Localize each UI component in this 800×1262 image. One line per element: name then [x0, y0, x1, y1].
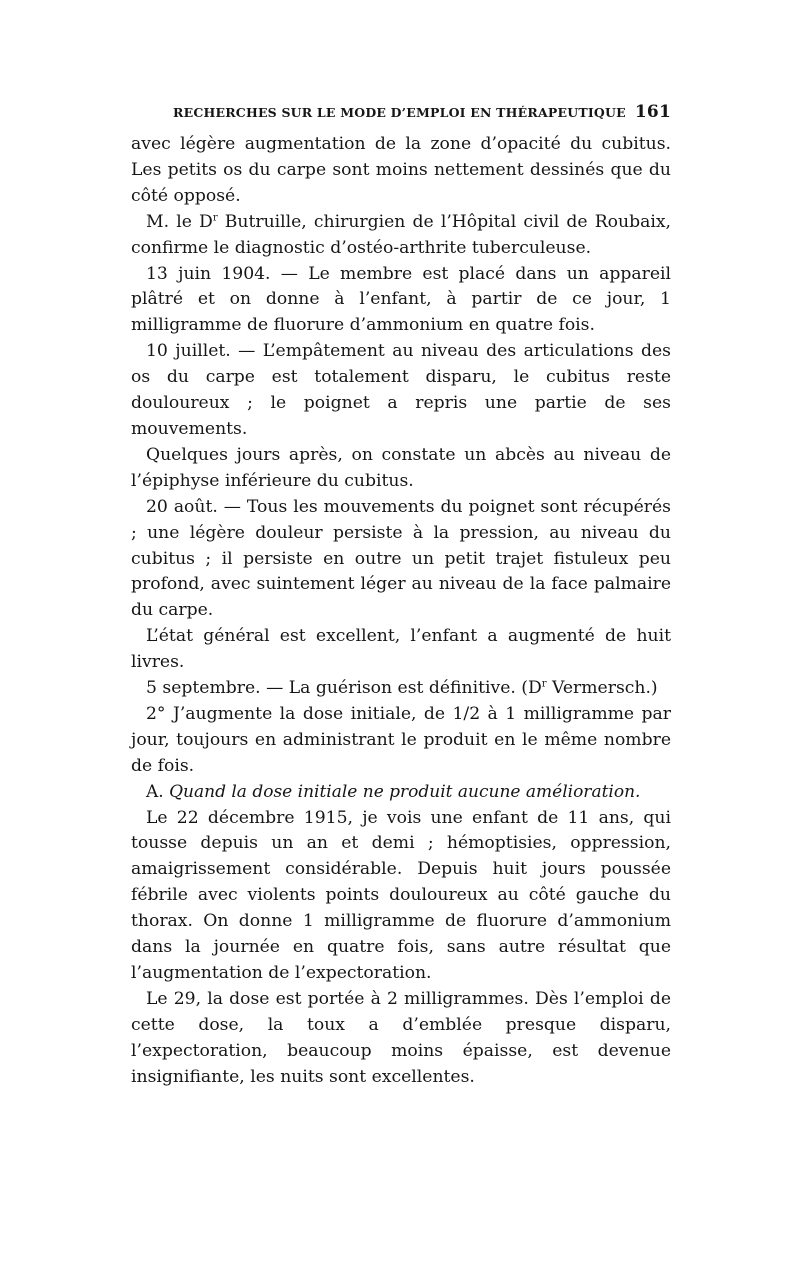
- running-title: RECHERCHES SUR LE MODE D’EMPLOI EN THÉRAPEUTIQUE: [173, 105, 626, 120]
- body-text: [131, 132, 671, 1091]
- paragraph-10: Le 22 décembre 1915, je vois une enfant de 11 ans, qui tousse depuis un an et demi ; hémoptisies, oppression, amaigrissement considérable. Depuis huit jours poussée fébrile avec violents points douloureux au côté gauche du thorax. On donne 1 milligramme de fluorure d’ammonium dans la journée en quatre fois, sans autre résultat que l’augmentation de l’expectoration.: [131, 807, 671, 983]
- doctor-superscript: r: [541, 678, 547, 690]
- paragraph-5: Quelques jours après, on constate un abcès au niveau de l’épiphyse inférieure du cubitus.: [131, 444, 671, 491]
- paragraph-3: 13 juin 1904. — Le membre est placé dans un appareil plâtré et on donne à l’enfant, à partir de ce jour, 1 milligramme de fluorure d’ammonium en quatre fois.: [131, 263, 671, 336]
- section-title: Quand la dose initiale ne produit aucune amélioration.: [169, 781, 641, 802]
- paragraph-7: L’état général est excellent, l’enfant a augmenté de huit livres.: [131, 626, 671, 673]
- paragraph-9: 2° J’augmente la dose initiale, de 1/2 à 1 milligramme par jour, toujours en administrant le produit en le même nombre de fois.: [131, 703, 671, 776]
- section-heading: [131, 780, 671, 806]
- paragraph-2-rest: Butruille, chirurgien de l’Hôpital civil de Roubaix, confirme le diagnostic d’ostéo-arthrite tuberculeuse.: [131, 211, 671, 258]
- paragraph-11: Le 29, la dose est portée à 2 milligrammes. Dès l’emploi de cette dose, la toux a d’emblée presque disparu, l’expectoration, beaucoup moins épaisse, est devenue insignifiante, les nuits sont excellentes.: [131, 988, 671, 1087]
- paragraph-2-start: M. le D: [146, 211, 213, 232]
- paragraph-8-start: 5 septembre. — La guérison est définitive. (D: [146, 678, 542, 699]
- section-letter: A.: [146, 781, 164, 802]
- paragraph-6: 20 août. — Tous les mouvements du poignet sont récupérés ; une légère douleur persiste à la pression, au niveau du cubitus ; il persiste en outre un petit trajet fistuleux peu profond, avec suintement léger au niveau de la face palmaire du carpe.: [131, 496, 671, 621]
- paragraph-2: [131, 210, 671, 262]
- paragraph-8: [131, 676, 671, 702]
- paragraph-4: 10 juillet. — L’empâtement au niveau des articulations des os du carpe est totalement disparu, le cubitus reste douloureux ; le poignet a repris une partie de ses mouvements.: [131, 341, 671, 439]
- running-header: [131, 102, 671, 122]
- page-number: 161: [634, 102, 671, 122]
- doctor-superscript: r: [212, 211, 218, 223]
- book-page: [131, 102, 671, 1091]
- paragraph-1: avec légère augmentation de la zone d’opacité du cubitus. Les petits os du carpe sont moins nettement dessinés que du côté opposé.: [131, 134, 671, 206]
- paragraph-8-rest: Vermersch.): [546, 678, 658, 699]
